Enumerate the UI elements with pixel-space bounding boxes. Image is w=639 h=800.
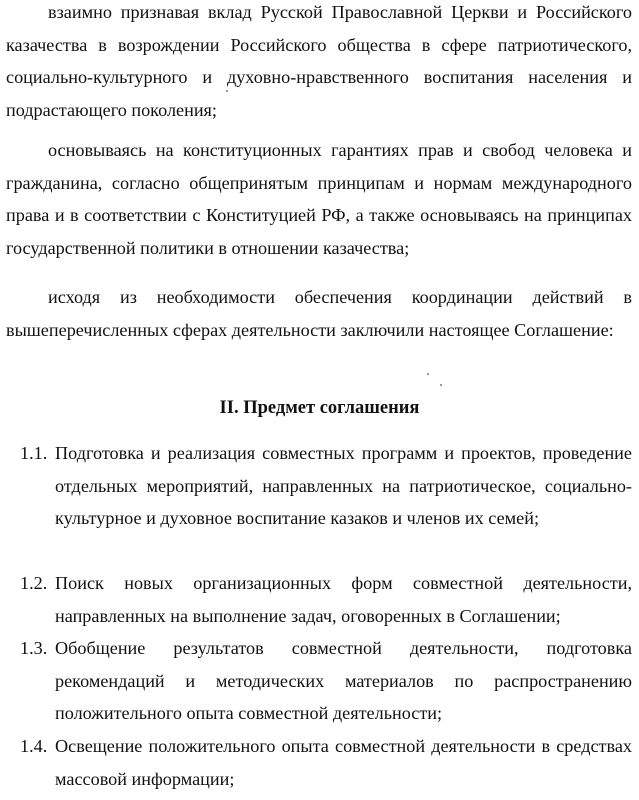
scan-speck [427, 373, 429, 375]
list-item [20, 437, 632, 535]
item-number: 1.2. [20, 573, 48, 593]
item-text: Поиск новых организационных форм совместной деятельности, направленных на выполнение задач, оговоренных в Соглашении; [55, 573, 632, 626]
item-number: 1.3. [20, 638, 48, 658]
paragraph-recognition: взаимно признавая вклад Русской Православной Церкви и Российского казачества в возрождении Российского общества в сфере патриотического, социально-культурного и духовно-нравственного воспитания населения и подрастающего поколения; [6, 2, 632, 120]
list-item [20, 730, 632, 795]
item-number: 1.1. [20, 443, 48, 463]
scan-speck [440, 384, 442, 386]
list-item [20, 567, 632, 632]
item-text: Освещение положительного опыта совместной деятельности в средствах массовой информации; [55, 736, 632, 789]
scan-speck [226, 90, 228, 92]
item-text: Обобщение результатов совместной деятельности, подготовка рекомендаций и методических материалов по распространению положительного опыта совместной деятельности; [55, 638, 632, 724]
list-item [20, 632, 632, 730]
paragraph-constitution: основываясь на конституционных гарантиях прав и свобод человека и гражданина, согласно общепринятым принципам и нормам международного права и в соответствии с Конституцией РФ, а также основываясь на принципах государственной политики в отношении казачества; [6, 140, 632, 258]
paragraph-coordination: исходя из необходимости обеспечения координации действий в вышеперечисленных сферах деятельности заключили настоящее Соглашение: [6, 287, 632, 340]
item-number: 1.4. [20, 736, 48, 756]
section-heading: II. Предмет соглашения [219, 398, 420, 418]
item-text: Подготовка и реализация совместных программ и проектов, проведение отдельных мероприятий, направленных на патриотическое, социально-культурное и духовное воспитание казаков и членов их семей; [55, 443, 632, 529]
